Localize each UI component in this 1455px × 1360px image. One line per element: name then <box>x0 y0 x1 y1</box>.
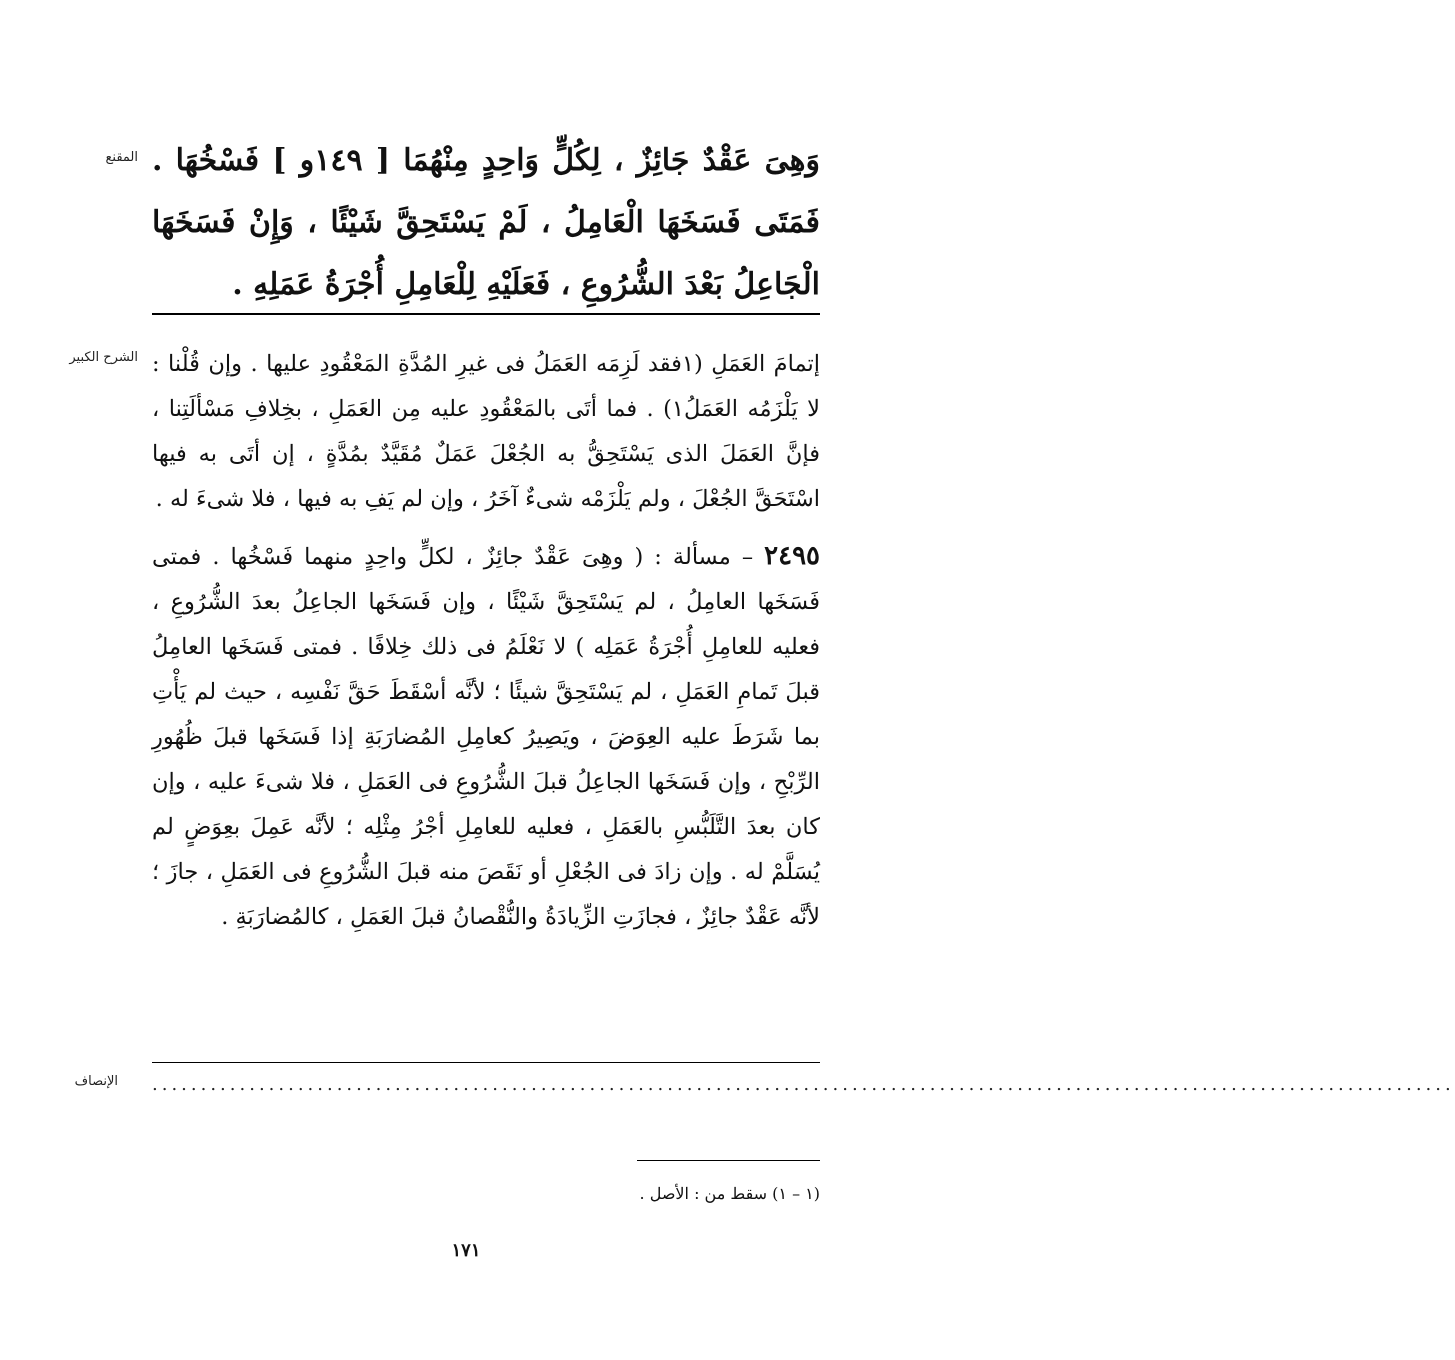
insaf-dotted-line: ...................................................................................................................................... <box>152 1074 1455 1095</box>
page-number: ١٧١ <box>451 1240 481 1261</box>
section-divider <box>152 313 820 315</box>
footnote: (١ – ١) سقط من : الأصل . <box>639 1184 820 1203</box>
sharh-paragraph: إتمامَ العَمَلِ (١فقد لَزِمَه العَمَلُ فى غيرِ المُدَّةِ المَعْقُودِ عليها . وإن قُلْنا : لا يَلْزَمُه العَمَلُ١) . فما أتَى بالمَعْقُودِ عليه مِن العَمَلِ ، بخِلافِ مَسْألَتِنا ، فإنَّ العَمَلَ الذى يَسْتَحِقُّ به الجُعْلَ عَمَلٌ مُقَيَّدٌ بمُدَّةٍ ، إن أتَى به فيها اسْتَحَقَّ الجُعْلَ ، ولم يَلْزَمْه شىءٌ آخَرُ ، وإن لم يَفِ به فيها ، فلا شىءَ له . <box>152 351 821 512</box>
margin-label-sharh-kabir: الشرح الكبير <box>69 350 138 365</box>
footnote-rule <box>637 1160 820 1161</box>
masala-number: ٢٤٩٥ <box>764 541 820 571</box>
margin-label-muqni: المقنع <box>105 150 138 165</box>
insaf-divider <box>152 1062 820 1063</box>
masala-text: – مسألة : ( وهِىَ عَقْدٌ جائِزٌ ، لكلٍّ واحِدٍ منهما فَسْخُها . فمتى فَسَخَها العامِلُ ، لم يَسْتَحِقَّ شَيْئًا ، وإن فَسَخَها الجاعِلُ بعدَ الشُّرُوعِ ، فعليه للعامِلِ أُجْرَةُ عَمَلِه ) لا نَعْلَمُ فى ذلك خِلافًا . فمتى فَسَخَها العامِلُ قبلَ تَمامِ العَمَلِ ، لم يَسْتَحِقَّ شيئًا ؛ لأنَّه أسْقَطَ حَقَّ نَفْسِه ، حيث لم يَأْتِ بما شَرَطَ عليه العِوَضَ ، ويَصِيرُ كعامِلِ المُضارَبَةِ إذا فَسَخَها قبلَ ظُهُورِ الرِّبْحِ ، وإن فَسَخَها الجاعِلُ قبلَ الشُّرُوعِ فى العَمَلِ ، فلا شىءَ عليه ، وإن كان بعدَ التَّلَبُّسِ بالعَمَلِ ، فعليه للعامِلِ أجْرُ مِثْلِه ؛ لأنَّه عَمِلَ بعِوَضٍ لم يُسَلَّمْ له . وإن زادَ فى الجُعْلِ أو نَقَصَ منه قبلَ الشُّرُوعِ فى العَمَلِ ، جازَ ؛ لأنَّه عَقْدٌ جائِزٌ ، فجازَتِ الزِّيادَةُ والنُّقْصانُ قبلَ العَمَلِ ، كالمُضارَبَةِ . <box>152 544 820 930</box>
masala-paragraph <box>152 534 820 940</box>
margin-label-insaf: الإنصاف <box>74 1074 118 1089</box>
sharh-text <box>152 342 820 940</box>
matn-text: وَهِىَ عَقْدٌ جَائِزٌ ، لِكُلٍّ وَاحِدٍ مِنْهُمَا [ ١٤٩و ] فَسْخُهَا . فَمَتَى فَسَخَهَا الْعَامِلُ ، لَمْ يَسْتَحِقَّ شَيْئًا ، وَإِنْ فَسَخَهَا الْجَاعِلُ بَعْدَ الشُّرُوعِ ، فَعَلَيْهِ لِلْعَامِلِ أُجْرَةُ عَمَلِهِ . <box>152 143 820 302</box>
